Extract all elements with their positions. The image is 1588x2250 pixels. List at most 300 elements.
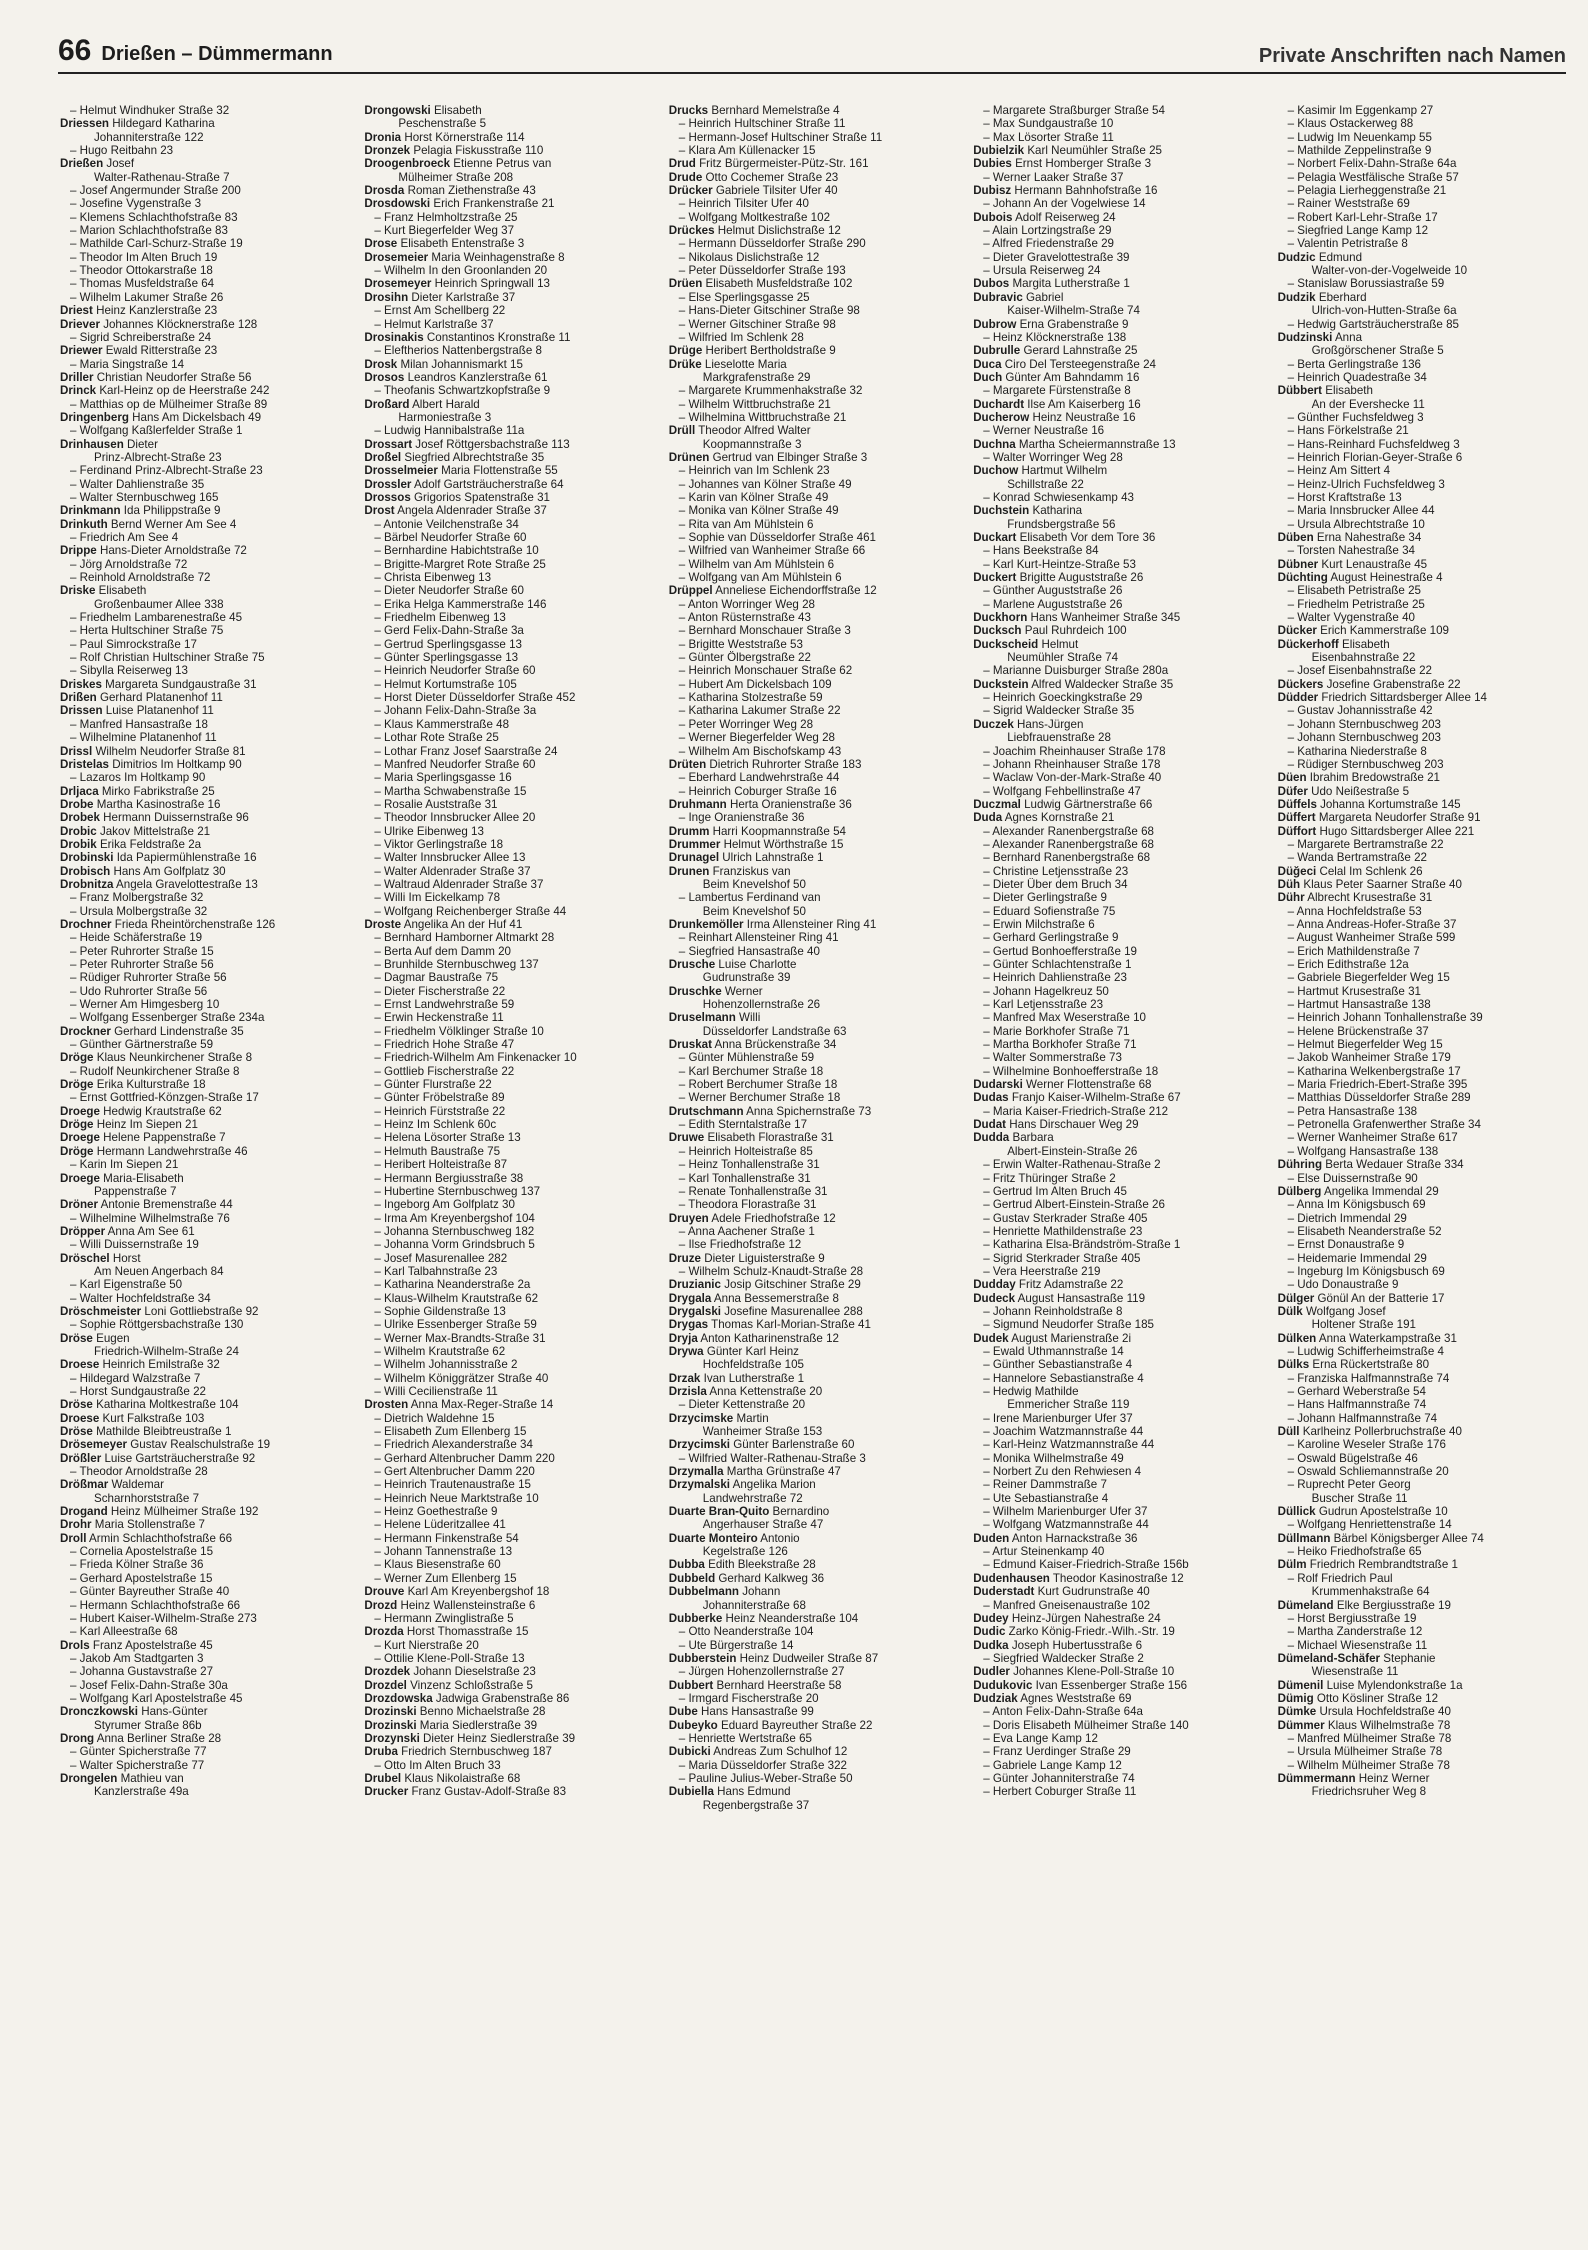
surname: Dülk (1277, 1304, 1303, 1318)
entry-text: – Günther Auguststraße 26 (983, 584, 1123, 598)
entry-text: – Horst Kraftstraße 13 (1287, 490, 1402, 504)
entry-text: – Alexander Ranenbergstraße 68 (983, 824, 1154, 838)
entry-text: Fritz Adamstraße 22 (1015, 1278, 1124, 1292)
entry-text: – Mathilde Zeppelinstraße 9 (1287, 144, 1432, 158)
entry-text: – Johann Sternbuschweg 203 (1287, 717, 1442, 731)
surname: Drongowski (364, 104, 431, 117)
entry-text: – Walter Sternbuschweg 165 (70, 490, 219, 504)
entry-sub (364, 1038, 654, 1051)
surname: Drygas (668, 1318, 709, 1332)
entry-text: Helmut Dislichstraße 12 (714, 224, 841, 238)
entry-sub (1278, 1412, 1568, 1425)
entry-text: – Else Duissernstraße 90 (1287, 1171, 1418, 1185)
entry-text: – Franziska Halfmannstraße 74 (1287, 1371, 1450, 1385)
entry-continuation (60, 1719, 350, 1732)
entry-text: – Wolfgang Moltkestraße 102 (678, 210, 831, 224)
entry-sub (364, 1225, 654, 1238)
entry-text: Johanniterstraße 122 (94, 130, 204, 144)
entry-text: Maria Weinhagenstraße 8 (428, 250, 565, 264)
surname: Dubrow (973, 317, 1017, 331)
entry-sub (60, 558, 350, 571)
entry-sub (60, 771, 350, 784)
entry-text: – Elisabeth Zum Ellenberg 15 (374, 1425, 527, 1439)
entry-sub (364, 518, 654, 531)
entry-text: Karlheinz Pollerbruchstraße 40 (1299, 1425, 1462, 1439)
entry-text: Horst Thomasstraße 15 (403, 1625, 529, 1639)
entry-text: – Hans-Dieter Gitschiner Straße 98 (678, 304, 860, 318)
entry-text: Angelika An der Huf 41 (401, 917, 523, 931)
entry-head (1278, 624, 1568, 637)
entry-sub (1278, 491, 1568, 504)
entry-text: – Günter Schlachtenstraße 1 (983, 958, 1132, 971)
entry-text: – Matthias op de Mülheimer Straße 89 (70, 397, 268, 411)
entry-head (973, 371, 1263, 384)
entry-sub (973, 1385, 1263, 1398)
entry-sub (973, 558, 1263, 571)
entry-head (669, 865, 959, 878)
entry-text: Franjo Kaiser-Wilhelm-Straße 67 (1008, 1091, 1181, 1105)
surname: Duderstadt (973, 1585, 1035, 1599)
entry-head (973, 571, 1263, 584)
entry-sub (973, 491, 1263, 504)
entry-text: – Johann Halfmannstraße 74 (1287, 1411, 1438, 1425)
column-5 (1278, 104, 1568, 2238)
entry-sub (669, 1639, 959, 1652)
entry-text: – Sibylla Reiserweg 13 (70, 664, 188, 678)
surname: Druselmann (668, 1011, 736, 1025)
surname: Duczek (973, 717, 1014, 731)
entry-text: Brigitte Auguststraße 26 (1016, 571, 1144, 585)
surname: Dubbeld (668, 1571, 716, 1585)
entry-head (60, 1078, 350, 1091)
entry-sub (364, 1518, 654, 1531)
entry-text: – Hermann Finkenstraße 54 (374, 1531, 519, 1545)
entry-text: – Artur Steinenkamp 40 (983, 1545, 1105, 1559)
surname: Droste (364, 917, 402, 931)
entry-continuation (1278, 1318, 1568, 1331)
entry-text: – Katharina Niederstraße 8 (1287, 744, 1427, 758)
entry-sub (669, 691, 959, 704)
entry-text: – Norbert Zu den Rehwiesen 4 (983, 1465, 1142, 1479)
entry-sub (669, 131, 959, 144)
entry-head (973, 1078, 1263, 1091)
entry-text: – Cornelia Apostelstraße 15 (70, 1545, 214, 1559)
entry-sub (364, 891, 654, 904)
entry-sub (973, 1452, 1263, 1465)
entry-head (973, 1278, 1263, 1291)
entry-text: – Sigrid Waldecker Straße 35 (983, 704, 1135, 718)
surname: Drutschmann (668, 1104, 744, 1118)
entry-sub (60, 1692, 350, 1705)
entry-sub (364, 1265, 654, 1278)
entry-text: Paul Ruhrdeich 100 (1021, 624, 1127, 638)
entry-continuation (973, 731, 1263, 744)
entry-text: – Eberhard Landwehrstraße 44 (678, 771, 840, 785)
entry-text: Elisabeth (430, 104, 482, 117)
entry-text: – Gerd Felix-Dahn-Straße 3a (374, 624, 524, 638)
entry-sub (1278, 1118, 1568, 1131)
surname: Drockner (60, 1024, 111, 1038)
surname: Droogenbroeck (364, 157, 451, 171)
entry-sub (60, 945, 350, 958)
entry-head (1278, 678, 1568, 691)
entry-text: – Fritz Thüringer Straße 2 (983, 1171, 1116, 1185)
entry-text: Heinz Mülheimer Straße 192 (107, 1505, 259, 1519)
entry-text: – Johann Sternbuschweg 203 (1287, 731, 1442, 745)
entry-text: Großgörschener Straße 5 (1311, 344, 1444, 358)
entry-sub (973, 1051, 1263, 1064)
entry-text: Angelika Marion (730, 1478, 816, 1492)
entry-text: Heinz Wallensteinstraße 6 (397, 1598, 536, 1612)
entry-text: – Manfred Max Weserstraße 10 (983, 1011, 1146, 1025)
surname: Dudler (973, 1665, 1010, 1679)
entry-head (973, 1679, 1263, 1692)
entry-text: – Wilhelmina Wittbruchstraße 21 (678, 410, 847, 424)
entry-text: Kurt Falkstraße 103 (99, 1411, 205, 1425)
entry-sub (1278, 931, 1568, 944)
entry-sub (364, 1505, 654, 1518)
entry-head (669, 1505, 959, 1518)
entry-sub (669, 1118, 959, 1131)
entry-head (669, 851, 959, 864)
entry-text: – Walter Dahlienstraße 35 (70, 477, 205, 491)
entry-sub (60, 184, 350, 197)
entry-text: Liebfrauenstraße 28 (1007, 731, 1111, 745)
entry-sub (1278, 851, 1568, 864)
entry-text: – Katharina Stolzestraße 59 (678, 691, 823, 705)
entry-text: – August Wanheimer Straße 599 (1287, 931, 1456, 945)
entry-text: – Katharina Welkenbergstraße 17 (1287, 1064, 1461, 1078)
entry-text: – Nikolaus Dislichstraße 12 (678, 250, 820, 264)
entry-text: – Erwin Walter-Rathenau-Straße 2 (983, 1158, 1161, 1172)
entry-text: Celal Im Schlenk 26 (1316, 864, 1423, 878)
entry-sub (1278, 598, 1568, 611)
entry-head (973, 1585, 1263, 1598)
entry-head (973, 211, 1263, 224)
entry-text: Albrecht Krusestraße 31 (1304, 891, 1433, 905)
surname: Dröge (60, 1051, 94, 1065)
entry-head (669, 1585, 959, 1598)
entry-head (1278, 384, 1568, 397)
entry-text: – Petronella Grafenwerther Straße 34 (1287, 1118, 1481, 1132)
entry-head (973, 638, 1263, 651)
entry-sub (973, 958, 1263, 971)
entry-text: Elisabeth (1338, 637, 1390, 651)
entry-sub (60, 1212, 350, 1225)
entry-sub (1278, 1639, 1568, 1652)
entry-sub (1278, 611, 1568, 624)
surname: Drissl (60, 744, 93, 758)
entry-text: – Heinz Tonhallenstraße 31 (678, 1158, 820, 1172)
surname: Dronzek (364, 144, 411, 158)
entry-head (364, 1679, 654, 1692)
entry-text: – Walter Innsbrucker Allee 13 (374, 851, 526, 865)
entry-sub (60, 1652, 350, 1665)
column-1 (60, 104, 350, 2238)
entry-sub (669, 211, 959, 224)
entry-text: – Friedrich Alexanderstraße 34 (374, 1438, 533, 1452)
entry-sub (669, 704, 959, 717)
entry-head (669, 344, 959, 357)
entry-continuation (669, 1799, 959, 1812)
entry-sub (1278, 1025, 1568, 1038)
entry-text: – Jörg Arnoldstraße 72 (70, 557, 188, 571)
entry-sub (1278, 905, 1568, 918)
entry-sub (364, 1025, 654, 1038)
entry-text: – Valentin Petristraße 8 (1287, 237, 1408, 251)
entry-head (60, 1772, 350, 1785)
surname: Dudziak (973, 1691, 1018, 1705)
entry-text: – Werner Zum Ellenberg 15 (374, 1571, 517, 1585)
entry-text: Franz Apostelstraße 45 (89, 1638, 213, 1652)
entry-sub (669, 478, 959, 491)
entry-text: – Alain Lortzingstraße 29 (983, 224, 1112, 238)
entry-text: – Hans Halfmannstraße 74 (1287, 1398, 1427, 1412)
entry-sub (669, 651, 959, 664)
entry-text: Luise Platanenhof 11 (102, 704, 214, 718)
entry-sub (1278, 451, 1568, 464)
entry-text: – Dietrich Waldehne 15 (374, 1411, 495, 1425)
entry-sub (364, 531, 654, 544)
surname: Dudeck (973, 1291, 1016, 1305)
entry-sub (60, 1759, 350, 1772)
surname: Dristelas (60, 757, 109, 771)
entry-continuation (364, 411, 654, 424)
entry-text: – Theofanis Schwartzkopfstraße 9 (374, 384, 551, 398)
entry-head (973, 611, 1263, 624)
entry-sub (973, 117, 1263, 130)
entry-sub (364, 1438, 654, 1451)
entry-text: – Otto Im Alten Bruch 33 (374, 1758, 501, 1772)
entry-text: – Renate Tonhallenstraße 31 (678, 1184, 828, 1198)
entry-head (669, 584, 959, 597)
entry-text: Elisabeth Vor dem Tore 36 (1016, 531, 1156, 544)
surname: Dudey (973, 1611, 1009, 1625)
entry-sub (669, 504, 959, 517)
entry-sub (669, 1172, 959, 1185)
entry-head (669, 1652, 959, 1665)
entry-text: – Sigmund Neudorfer Straße 185 (983, 1318, 1154, 1332)
entry-head (1278, 1692, 1568, 1705)
surname: Drusche (668, 958, 716, 971)
entry-text: – Irene Marienburger Ufer 37 (983, 1411, 1133, 1425)
entry-text: Etienne Petrus van (450, 157, 552, 171)
surname: Dryja (668, 1331, 698, 1345)
entry-text: Koopmannstraße 3 (702, 437, 802, 451)
entry-text: Heribert Bertholdstraße 9 (702, 344, 836, 358)
entry-head (60, 811, 350, 824)
surname: Droege (60, 1171, 100, 1185)
entry-sub (364, 584, 654, 597)
entry-text: – Rüdiger Ruhrorter Straße 56 (70, 971, 227, 985)
surname: Dümenil (1277, 1678, 1324, 1692)
surname: Dubicki (668, 1745, 711, 1759)
surname: Dübner (1277, 557, 1319, 571)
entry-head (60, 1118, 350, 1131)
entry-head (364, 291, 654, 304)
entry-text: Hedwig Krautstraße 62 (99, 1104, 222, 1118)
entry-sub (973, 1745, 1263, 1758)
entry-text: – Karin van Kölner Straße 49 (678, 490, 829, 504)
entry-text: – Viktor Gerlingstraße 18 (374, 837, 504, 851)
surname: Dudarski (973, 1078, 1023, 1092)
entry-text: – Sophie van Düsseldorfer Straße 461 (678, 531, 877, 544)
entry-text: – Hedwig Mathilde (983, 1385, 1079, 1398)
surname: Drzymalski (668, 1478, 731, 1492)
entry-text: – Josef Angermunder Straße 200 (70, 184, 241, 198)
surname: Dronia (364, 130, 402, 144)
entry-sub (973, 1172, 1263, 1185)
entry-sub (364, 1492, 654, 1505)
entry-text: – Mathilde Carl-Schurz-Straße 19 (70, 237, 243, 251)
surname: Drzak (668, 1371, 701, 1385)
entry-head (364, 438, 654, 451)
entry-text: – Karoline Weseler Straße 176 (1287, 1438, 1446, 1452)
surname: Düllick (1277, 1505, 1316, 1519)
entry-sub (1278, 318, 1568, 331)
entry-text: – Max Lösorter Straße 11 (983, 130, 1114, 144)
entry-text: – Heinz Goethestraße 9 (374, 1505, 498, 1519)
entry-text: Roman Ziethenstraße 43 (404, 184, 536, 198)
entry-sub (364, 1091, 654, 1104)
surname: Drüen (668, 277, 703, 291)
entry-head (60, 1425, 350, 1438)
entry-sub (669, 598, 959, 611)
entry-text: Martin (733, 1411, 769, 1425)
entry-continuation (669, 998, 959, 1011)
surname: Drobisch (60, 864, 111, 878)
entry-text: – Ernst Landwehrstraße 59 (374, 998, 515, 1012)
entry-continuation (1278, 1785, 1568, 1798)
entry-head (364, 104, 654, 117)
entry-sub (364, 1305, 654, 1318)
entry-text: – Maria Singstraße 14 (70, 357, 185, 371)
entry-text: – Günther Sebastianstraße 4 (983, 1358, 1133, 1372)
entry-text: – Bernhard Hamborner Altmarkt 28 (374, 931, 555, 945)
entry-text: – Günter Sperlingsgasse 13 (374, 651, 519, 665)
entry-continuation (669, 1599, 959, 1612)
entry-text: Hochfeldstraße 105 (702, 1358, 804, 1372)
entry-text: Krummenhakstraße 64 (1311, 1585, 1430, 1599)
entry-text: – Heinrich Neue Marktstraße 10 (374, 1491, 539, 1505)
entry-text: Angela Gravelottestraße 13 (113, 877, 258, 891)
entry-text: – Karl-Heinz Watzmannstraße 44 (983, 1438, 1155, 1452)
surname: Drinhausen (60, 437, 124, 451)
entry-sub (60, 358, 350, 371)
entry-text: – Werner Am Himgesberg 10 (70, 998, 220, 1012)
entry-text: – Günter Mühlenstraße 59 (678, 1051, 815, 1065)
entry-sub (1278, 518, 1568, 531)
entry-text: Ivan Lutherstraße 1 (700, 1371, 805, 1385)
surname: Drüten (668, 757, 707, 771)
entry-sub (973, 1025, 1263, 1038)
entry-sub (364, 1158, 654, 1171)
surname: Drobinski (60, 851, 114, 865)
entry-sub (364, 811, 654, 824)
entry-head (364, 197, 654, 210)
entry-head (973, 624, 1263, 637)
entry-sub (973, 1225, 1263, 1238)
entry-head (669, 1719, 959, 1732)
entry-sub (1278, 104, 1568, 117)
entry-text: Margita Lutherstraße 1 (1009, 277, 1130, 291)
entry-text: – Heinz Klöcknerstraße 138 (983, 330, 1127, 344)
entry-text: – Wilhelm Marienburger Ufer 37 (983, 1505, 1148, 1519)
entry-text: – Wilhelm In den Groonlanden 20 (374, 264, 548, 278)
surname: Duckert (973, 571, 1017, 585)
entry-text: Helmut Wörthstraße 15 (720, 837, 844, 851)
entry-sub (973, 851, 1263, 864)
entry-text: Erna Nahestraße 34 (1313, 531, 1422, 544)
surname: Drießen (60, 157, 104, 171)
entry-sub (1278, 664, 1568, 677)
entry-text: – Werner Neustraße 16 (983, 424, 1105, 438)
entry-sub (1278, 1478, 1568, 1491)
entry-text: – Friedhelm Eibenweg 13 (374, 611, 506, 625)
entry-head (60, 1358, 350, 1371)
entry-head (669, 104, 959, 117)
entry-text: Regenbergstraße 37 (702, 1798, 810, 1812)
entry-text: Maria-Elisabeth (99, 1171, 184, 1185)
entry-sub (60, 398, 350, 411)
entry-text: Anna Waterkampstraße 31 (1316, 1331, 1457, 1345)
entry-text: – Dieter Fischerstraße 22 (374, 984, 506, 998)
entry-sub (364, 785, 654, 798)
entry-sub (60, 718, 350, 731)
entry-text: Ulrich-von-Hutten-Straße 6a (1311, 304, 1457, 318)
entry-text: – Hermann Zwinglistraße 5 (374, 1611, 514, 1625)
surname: Dubberke (668, 1611, 723, 1625)
entry-sub (364, 1118, 654, 1131)
entry-text: Ibrahim Bredowstraße 21 (1306, 771, 1440, 785)
entry-sub (669, 544, 959, 557)
entry-sub (364, 691, 654, 704)
entry-text: – Heinrich Neudorfer Straße 60 (374, 664, 536, 678)
entry-text: Hildegard Katharina (108, 117, 215, 131)
surname: Droll (60, 1531, 87, 1545)
entry-text: – Edith Sterntalstraße 17 (678, 1118, 808, 1132)
entry-sub (973, 237, 1263, 250)
entry-text: – Gabriele Biegerfelder Weg 15 (1287, 971, 1450, 985)
surname: Dübbert (1277, 384, 1323, 398)
surname: Duchow (973, 464, 1019, 478)
entry-sub (669, 811, 959, 824)
entry-continuation (973, 304, 1263, 317)
entry-head (1278, 1505, 1568, 1518)
entry-head (1278, 785, 1568, 798)
entry-text: – Klemens Schlachthofstraße 83 (70, 210, 238, 224)
entry-continuation (1278, 264, 1568, 277)
entry-sub (60, 478, 350, 491)
entry-sub (1278, 1372, 1568, 1385)
entry-text: – Rainer Weststraße 69 (1287, 197, 1410, 211)
entry-text: Anton Katharinenstraße 12 (697, 1331, 839, 1345)
entry-sub (973, 1252, 1263, 1265)
entry-head (973, 464, 1263, 477)
entry-sub (973, 104, 1263, 117)
entry-text: – Bernhard Ranenbergstraße 68 (983, 851, 1151, 865)
entry-head (364, 1625, 654, 1638)
entry-sub (364, 985, 654, 998)
entry-text: – Manfred Mülheimer Straße 78 (1287, 1731, 1452, 1745)
entry-text: Styrumer Straße 86b (94, 1718, 202, 1732)
entry-sub (364, 678, 654, 691)
entry-text: – Marion Schlachthofstraße 83 (70, 224, 228, 238)
entry-text: Lieselotte Maria (701, 357, 787, 371)
entry-text: Werner (721, 984, 763, 998)
entry-text: – Werner Biegerfelder Weg 28 (678, 731, 835, 745)
entry-sub (973, 1198, 1263, 1211)
